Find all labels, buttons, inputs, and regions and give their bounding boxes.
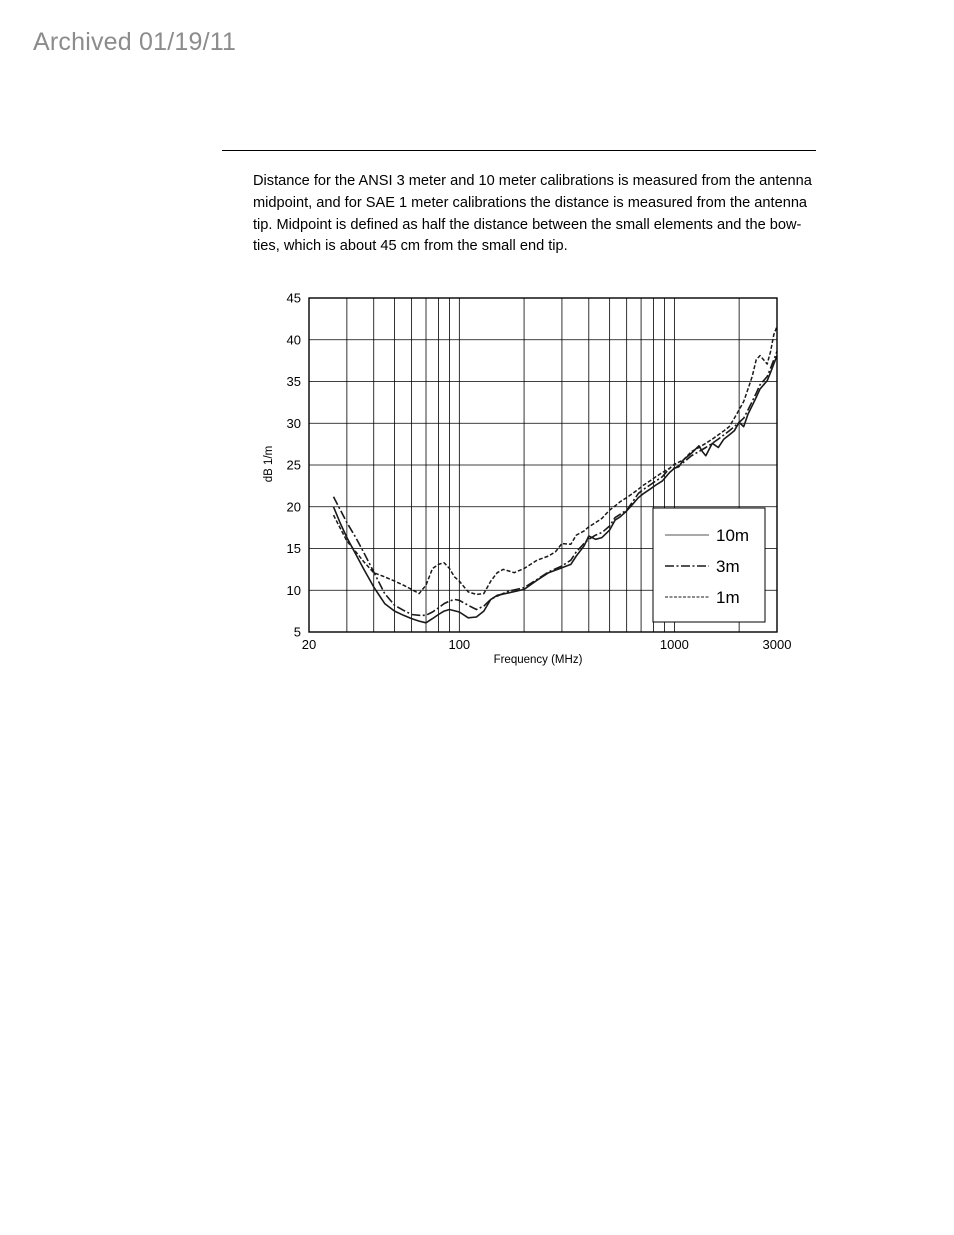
y-tick-label: 30 <box>286 415 301 431</box>
x-tick-label: 3000 <box>762 637 792 652</box>
y-tick-label: 45 <box>286 290 301 306</box>
description-paragraph: Distance for the ANSI 3 meter and 10 meter calibrations is measured from the antenna midpoint, and for SAE 1 meter calibrations the distance is measured from the antenna tip. Midpoint is defined as half the distance between the small elements and the bow-ties, which is about 45 cm from the small end tip. <box>253 173 812 255</box>
y-axis-label: dB 1/m <box>263 445 275 483</box>
chart-legend <box>653 508 765 622</box>
y-tick-label: 20 <box>286 499 301 515</box>
y-tick-label: 40 <box>286 332 301 348</box>
y-tick-label: 10 <box>286 582 301 598</box>
legend-label-3m: 3m <box>716 557 740 576</box>
x-tick-label: 20 <box>301 637 317 652</box>
legend-label-10m: 10m <box>716 526 750 545</box>
x-tick-label: 1000 <box>659 637 689 652</box>
y-tick-label: 15 <box>286 541 301 556</box>
y-tick-label: 35 <box>286 374 301 389</box>
x-axis-label: Frequency (MHz) <box>493 654 583 666</box>
y-tick-label: 25 <box>286 457 301 473</box>
y-tick-label: 5 <box>293 624 301 640</box>
legend-label-1m: 1m <box>716 588 740 607</box>
x-tick-label: 100 <box>448 637 471 652</box>
archived-watermark: Archived 01/19/11 <box>33 28 237 56</box>
